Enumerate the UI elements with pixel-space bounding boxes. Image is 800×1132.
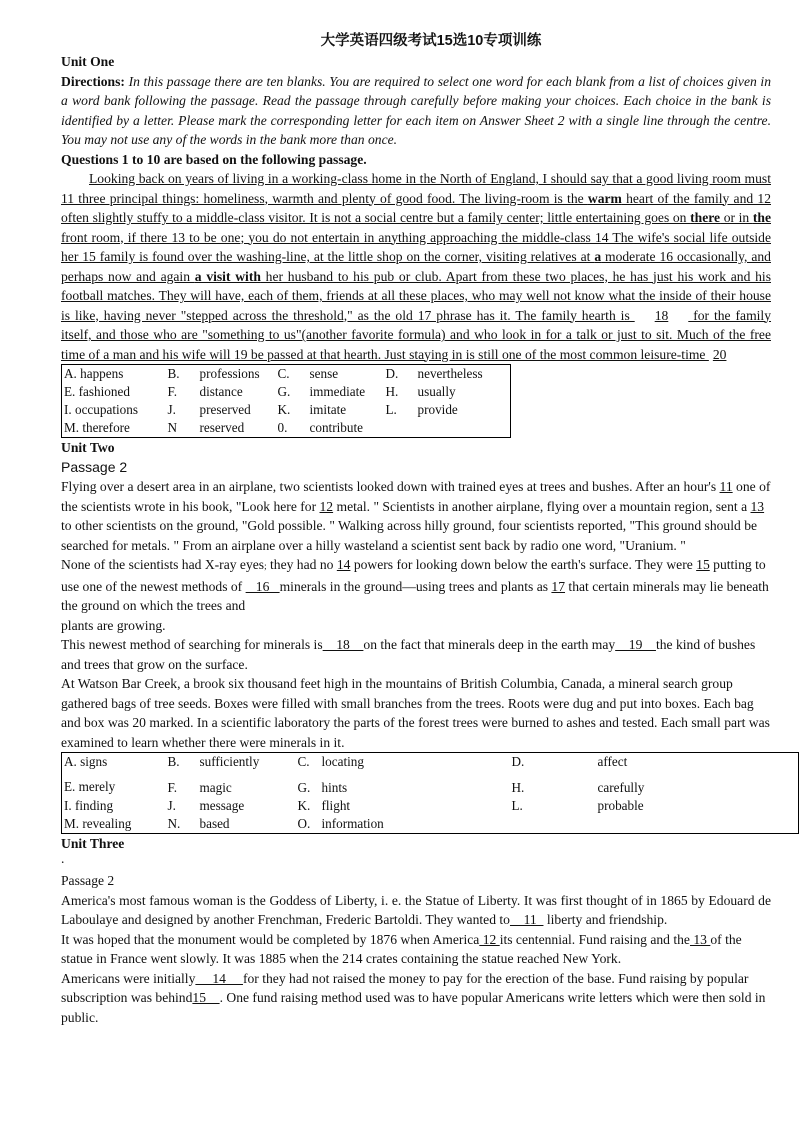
choice-cell: information bbox=[321, 816, 384, 831]
directions-text: In this passage there are ten blanks. You are required to select one word for each blank from a list of choices given in a word bank following the passage. Read the passage through carefully before making your choices. Each choice in the bank is identified by a letter. Please mark the corresponding letter for each item on Answer Sheet 2 with a single line through the centre. You may not use any of the words in the bank more than once. bbox=[61, 73, 771, 147]
choice-cell: E. fashioned bbox=[64, 384, 130, 399]
choice-cell: distance bbox=[199, 384, 243, 399]
document-page bbox=[61, 30, 771, 1027]
passage-text: for they had not raised the money to pay for the erection of the base. Fund raising by popular subscription was behind bbox=[61, 970, 749, 1005]
choice-letter: G. bbox=[297, 780, 311, 795]
choice-cell: M. therefore bbox=[64, 420, 130, 435]
passage-bold: there bbox=[690, 210, 721, 225]
blank-14: 14 bbox=[195, 970, 243, 986]
choice-letter: H. bbox=[511, 780, 525, 795]
blank-11: 11 bbox=[719, 479, 733, 494]
passage-text: ; bbox=[264, 561, 267, 571]
choice-cell bbox=[596, 815, 799, 834]
choice-cell: reserved bbox=[199, 420, 245, 435]
passage-text: her husband to his pub or club. Apart from these two places, he has just his work and his football matches. They will have, each of them, friends at all these places, who may well not know what the inside of their house is like, having never "stepped across the threshold," as the old 17 phrase has it. The family hearth is bbox=[61, 268, 771, 323]
choice-letter: K. bbox=[277, 402, 291, 417]
passage-text: Americans were initially bbox=[61, 970, 196, 986]
choice-letter: H. bbox=[385, 384, 399, 399]
choice-letter: J. bbox=[167, 798, 176, 813]
word-bank-row bbox=[62, 401, 511, 419]
passage-text: front room, if there 13 to be one; you do not entertain in anything approaching the middle-class 14 The wife's social life outside her 15 family is found over the washing-line, at the little shop on the corner, visiting relatives at bbox=[61, 229, 771, 264]
passage-text: None of the scientists had X-ray eyes bbox=[61, 557, 265, 572]
passage-text: on the fact that minerals deep in the earth may bbox=[363, 637, 616, 652]
blank-12: 12 bbox=[479, 931, 500, 947]
unit-two-heading: Unit Two bbox=[61, 440, 115, 455]
passage-text: powers for looking down below the earth's surface. They were bbox=[350, 557, 697, 572]
passage-text: This newest method of searching for minerals is bbox=[61, 637, 323, 652]
choice-letter: F. bbox=[167, 384, 178, 399]
word-bank-row bbox=[62, 753, 799, 780]
choice-letter bbox=[384, 419, 416, 438]
unit-two-paragraph bbox=[61, 555, 771, 635]
choice-letter: D. bbox=[385, 366, 399, 381]
unit-one-heading: Unit One bbox=[61, 54, 115, 69]
unit-three-paragraph bbox=[61, 969, 771, 1028]
blank-12: 12 bbox=[319, 498, 334, 514]
word-bank-row bbox=[62, 419, 511, 438]
choice-letter: D. bbox=[511, 754, 525, 769]
choice-cell: M. revealing bbox=[64, 816, 132, 831]
unit-two-paragraph: At Watson Bar Creek, a brook six thousand feet high in the mountains of British Columbia, Canada, a mineral search group gathered bags of tree seeds. Boxes were filled with small branches from the trees. Roots were dug and put into boxes. Each bag and box was 20 marked. In a scientific laboratory the parts of the forest trees were burned to ashes and tested. Each small part was examined to learn whether there were minerals in it. bbox=[61, 676, 770, 750]
choice-cell: probable bbox=[597, 798, 644, 813]
passage-text: putting to use one of the newest methods of bbox=[61, 557, 766, 594]
choice-cell bbox=[416, 419, 511, 438]
choice-cell: affect bbox=[597, 754, 628, 769]
blank-16: 16 bbox=[245, 578, 280, 594]
unit-one-passage bbox=[61, 169, 771, 364]
choice-letter: C. bbox=[297, 754, 310, 769]
choice-cell: I. finding bbox=[64, 798, 114, 813]
blank-18: 18 bbox=[322, 637, 364, 652]
choice-cell: professions bbox=[199, 366, 260, 381]
passage-text: Looking back on years of living in a working-class home in the North of England, I should say that a good living room must 11 three principal things: homeliness, warmth and plenty of good food. The living-room is the bbox=[61, 171, 771, 206]
unit-three-paragraph bbox=[61, 891, 771, 930]
choice-cell: provide bbox=[417, 402, 458, 417]
choice-letter: L. bbox=[385, 402, 397, 417]
passage-text: of the statue in France went slowly. It was 1885 when the 214 crates containing the statue reached New York. bbox=[61, 931, 742, 966]
word-bank-unit-one bbox=[61, 364, 511, 438]
page-title: 大学英语四级考试15选10专项训练 bbox=[320, 33, 542, 49]
passage-bold: a bbox=[594, 249, 602, 264]
word-bank-unit-two bbox=[61, 752, 799, 834]
word-bank-row bbox=[62, 383, 511, 401]
passage-text: metal. " Scientists in another airplane, flying over a mountain region, sent a bbox=[333, 498, 751, 514]
choice-cell: contribute bbox=[309, 420, 363, 435]
word-bank-row bbox=[62, 797, 799, 815]
passage-label: Passage 2 bbox=[61, 458, 128, 475]
questions-label: Questions 1 to 10 are based on the following passage. bbox=[61, 151, 367, 167]
choice-letter: N bbox=[167, 420, 178, 435]
choice-cell: E. merely bbox=[64, 779, 116, 794]
passage-text: or in bbox=[720, 210, 753, 225]
choice-cell: sense bbox=[309, 366, 339, 381]
choice-cell: message bbox=[199, 798, 245, 813]
choice-cell: usually bbox=[417, 384, 456, 399]
stray-dot: . bbox=[61, 850, 65, 866]
choice-cell: based bbox=[199, 816, 230, 831]
word-bank-row bbox=[62, 365, 511, 384]
choice-cell: imitate bbox=[309, 402, 347, 417]
passage-bold: a visit with bbox=[194, 268, 261, 284]
passage-text: liberty and friendship. bbox=[543, 912, 668, 927]
passage-text: that certain minerals may lie beneath the ground on which the trees and bbox=[61, 578, 769, 613]
directions bbox=[61, 72, 771, 150]
choice-letter: O. bbox=[297, 816, 311, 831]
choice-letter: N. bbox=[167, 816, 181, 831]
blank-17: 17 bbox=[551, 578, 566, 594]
blank-18: 18 bbox=[654, 307, 669, 323]
choice-cell: locating bbox=[321, 754, 364, 769]
blank-15: 15 bbox=[696, 557, 710, 572]
word-bank-row bbox=[62, 815, 799, 834]
choice-letter: L. bbox=[511, 798, 523, 813]
choice-letter: G. bbox=[277, 384, 291, 399]
passage-text: America's most famous woman is the Goddess of Liberty, i. e. the Statue of Liberty. It was first thought of in 1865 by Edouard de Laboulaye and designed by another Frenchman, Frederic Bartoldi. They wanted to bbox=[61, 892, 771, 927]
passage-text: the kind of bushes and trees that grow on the surface. bbox=[61, 637, 756, 672]
passage-bold: the bbox=[752, 210, 771, 225]
blank-15: 15 bbox=[192, 990, 220, 1005]
blank-19: 19 bbox=[615, 637, 656, 652]
blank-13: 13 bbox=[750, 498, 765, 514]
directions-label: Directions: bbox=[61, 73, 125, 89]
choice-cell: A. signs bbox=[64, 754, 108, 769]
choice-cell: sufficiently bbox=[199, 754, 260, 769]
choice-letter: 0. bbox=[277, 420, 288, 435]
choice-letter bbox=[510, 815, 596, 834]
blank-13: 13 bbox=[689, 931, 711, 947]
choice-cell: immediate bbox=[309, 384, 366, 399]
passage-text: . One fund raising method used was to have popular Americans write letters which were then sold in public. bbox=[61, 990, 766, 1025]
passage-text: one of the scientists wrote in his book, "Look here for bbox=[61, 479, 771, 514]
blank-11: 11 bbox=[509, 912, 544, 927]
passage-bold: warm bbox=[587, 190, 622, 206]
unit-three-heading: Unit Three bbox=[61, 836, 125, 851]
unit-three-paragraph bbox=[61, 930, 771, 969]
passage-text: moderate 16 occasionally, and perhaps now and again bbox=[61, 249, 771, 284]
choice-cell: magic bbox=[199, 780, 232, 795]
passage-text: to other scientists on the ground, "Gold possible. " Walking across hilly ground, four scientists reported, "This ground should be searched for metals. " From an airplane over a hilly wasteland a scientist sent back by radio one word, "Uranium. " bbox=[61, 518, 758, 553]
choice-letter: B. bbox=[167, 754, 180, 769]
passage-label: Passage 2 bbox=[61, 872, 115, 888]
passage-text: plants are growing. bbox=[61, 617, 166, 633]
choice-letter: C. bbox=[277, 366, 290, 381]
passage-text: minerals in the ground—using trees and plants as bbox=[279, 578, 552, 594]
choice-letter: B. bbox=[167, 366, 180, 381]
passage-text: heart of the family and 12 often slightly stuffy to a middle-class visitor. It is not a social centre but a family center; little entertaining goes on bbox=[61, 190, 771, 225]
passage-text: It was hoped that the monument would be completed by 1876 when America bbox=[61, 931, 480, 947]
choice-cell: hints bbox=[321, 780, 348, 795]
blank-14: 14 bbox=[336, 557, 351, 572]
word-bank-row bbox=[62, 779, 799, 797]
passage-text: Flying over a desert area in an airplane, two scientists looked down with trained eyes at trees and bushes. After an hour's bbox=[61, 479, 720, 494]
choice-letter: F. bbox=[167, 780, 178, 795]
unit-two-paragraph bbox=[61, 477, 771, 555]
passage-text: its centennial. Fund raising and the bbox=[499, 931, 690, 947]
choice-cell: carefully bbox=[597, 780, 645, 795]
choice-cell: flight bbox=[321, 798, 351, 813]
passage-text: for the family itself, and those who are "something to us"(another favorite formula) and who look in for a talk or just to sit. Much of the free time of a man and his wife will 19 be passed at that hearth. Just staying in is still one of the most common leisure-time bbox=[61, 307, 772, 362]
choice-cell: A. happens bbox=[64, 366, 124, 381]
choice-cell: nevertheless bbox=[417, 366, 483, 381]
choice-cell: I. occupations bbox=[64, 402, 138, 417]
passage-text: they had no bbox=[266, 557, 337, 572]
choice-letter: J. bbox=[167, 402, 176, 417]
choice-cell: preserved bbox=[199, 402, 251, 417]
blank-20: 20 bbox=[712, 346, 727, 362]
choice-letter: K. bbox=[297, 798, 311, 813]
unit-two-paragraph bbox=[61, 635, 771, 674]
